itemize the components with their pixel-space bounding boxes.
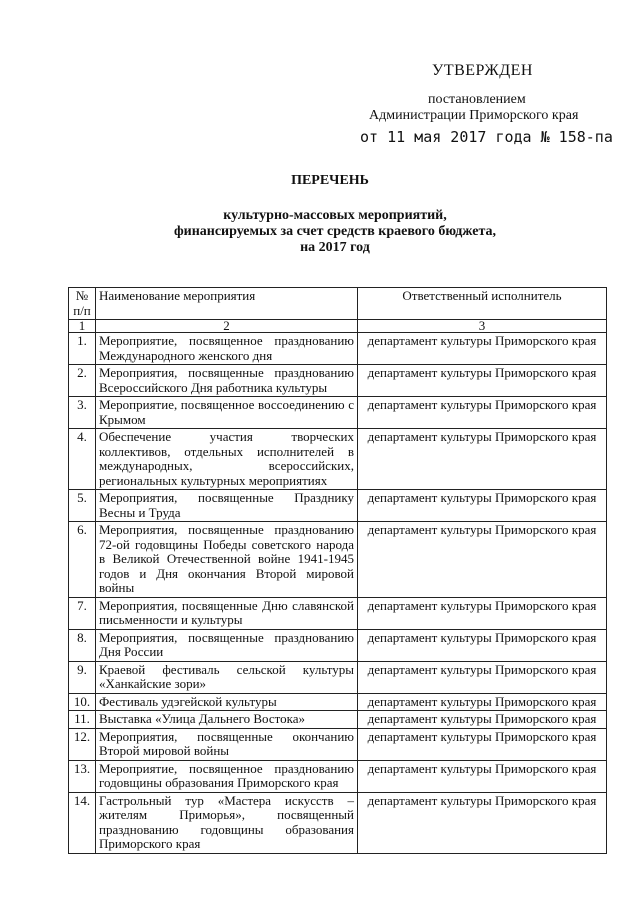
table-index-row bbox=[69, 320, 607, 333]
document-heading bbox=[0, 172, 640, 256]
cell-num: 9. bbox=[69, 661, 96, 693]
cell-name: Мероприятия, посвященные Дню славянской письменности и культуры bbox=[96, 597, 358, 629]
approval-line-administration: Администрации Приморского края bbox=[369, 108, 579, 123]
approval-line-resolution: постановлением bbox=[428, 92, 526, 107]
index-exec: 3 bbox=[358, 320, 607, 333]
cell-num: 1. bbox=[69, 333, 96, 365]
cell-exec: департамент культуры Приморского края bbox=[358, 522, 607, 598]
table-row bbox=[69, 333, 607, 365]
cell-name: Гастрольный тур «Мастера искусств – жителям Приморья», посвященный празднованию годовщины образования Приморского края bbox=[96, 792, 358, 853]
cell-name: Мероприятия, посвященные Празднику Весны и Труда bbox=[96, 490, 358, 522]
table-row bbox=[69, 597, 607, 629]
approval-title: УТВЕРЖДЕН bbox=[432, 62, 533, 79]
table-row bbox=[69, 792, 607, 853]
cell-name: Мероприятия, посвященные празднованию Дня России bbox=[96, 629, 358, 661]
cell-exec: департамент культуры Приморского края bbox=[358, 597, 607, 629]
cell-name: Мероприятия, посвященные празднованию Всероссийского Дня работника культуры bbox=[96, 365, 358, 397]
cell-num: 7. bbox=[69, 597, 96, 629]
table-row bbox=[69, 397, 607, 429]
cell-exec: департамент культуры Приморского края bbox=[358, 429, 607, 490]
table-row bbox=[69, 711, 607, 729]
cell-name: Выставка «Улица Дальнего Востока» bbox=[96, 711, 358, 729]
table-row bbox=[69, 760, 607, 792]
cell-num: 11. bbox=[69, 711, 96, 729]
cell-num: 10. bbox=[69, 693, 96, 711]
table-row bbox=[69, 490, 607, 522]
cell-exec: департамент культуры Приморского края bbox=[358, 792, 607, 853]
cell-name: Обеспечение участия творческих коллективов, отдельных исполнителей в международных, всероссийских, региональных культурных мероприятиях bbox=[96, 429, 358, 490]
document-title: ПЕРЕЧЕНЬ bbox=[291, 173, 369, 188]
cell-exec: департамент культуры Приморского края bbox=[358, 728, 607, 760]
events-table bbox=[68, 287, 607, 854]
cell-name: Мероприятия, посвященные празднованию 72-ой годовщины Победы советского народа в Великой Отечественной войне 1941-1945 годов и Дня окончания Второй мировой войны bbox=[96, 522, 358, 598]
cell-exec: департамент культуры Приморского края bbox=[358, 365, 607, 397]
cell-num: 2. bbox=[69, 365, 96, 397]
cell-num: 6. bbox=[69, 522, 96, 598]
cell-exec: департамент культуры Приморского края bbox=[358, 661, 607, 693]
cell-exec: департамент культуры Приморского края bbox=[358, 333, 607, 365]
cell-num: 12. bbox=[69, 728, 96, 760]
document-subtitle-1: культурно-массовых мероприятий, bbox=[223, 208, 447, 223]
index-num: 1 bbox=[69, 320, 96, 333]
document-subtitle-3: на 2017 год bbox=[300, 240, 370, 255]
table-row bbox=[69, 365, 607, 397]
table-row bbox=[69, 661, 607, 693]
table-row bbox=[69, 693, 607, 711]
cell-num: 4. bbox=[69, 429, 96, 490]
header-exec: Ответственный исполнитель bbox=[358, 288, 607, 320]
table-row bbox=[69, 728, 607, 760]
cell-name: Мероприятия, посвященные окончанию Второй мировой войны bbox=[96, 728, 358, 760]
cell-num: 3. bbox=[69, 397, 96, 429]
cell-exec: департамент культуры Приморского края bbox=[358, 760, 607, 792]
table-row bbox=[69, 429, 607, 490]
table-row bbox=[69, 629, 607, 661]
cell-exec: департамент культуры Приморского края bbox=[358, 711, 607, 729]
index-name: 2 bbox=[96, 320, 358, 333]
cell-num: 14. bbox=[69, 792, 96, 853]
cell-name: Мероприятие, посвященное празднованию Международного женского дня bbox=[96, 333, 358, 365]
cell-num: 5. bbox=[69, 490, 96, 522]
cell-name: Фестиваль удэгейской культуры bbox=[96, 693, 358, 711]
table-header-row bbox=[69, 288, 607, 320]
document-subtitle-2: финансируемых за счет средств краевого бюджета, bbox=[173, 224, 497, 239]
cell-name: Краевой фестиваль сельской культуры «Ханкайские зори» bbox=[96, 661, 358, 693]
header-num: № п/п bbox=[69, 288, 96, 320]
cell-num: 8. bbox=[69, 629, 96, 661]
cell-exec: департамент культуры Приморского края bbox=[358, 693, 607, 711]
cell-num: 13. bbox=[69, 760, 96, 792]
cell-exec: департамент культуры Приморского края bbox=[358, 629, 607, 661]
header-name: Наименование мероприятия bbox=[96, 288, 358, 320]
table-row bbox=[69, 522, 607, 598]
cell-name: Мероприятие, посвященное воссоединению с Крымом bbox=[96, 397, 358, 429]
approval-line-date-number: от 11 мая 2017 года № 158-па bbox=[360, 128, 613, 146]
cell-exec: департамент культуры Приморского края bbox=[358, 490, 607, 522]
cell-exec: департамент культуры Приморского края bbox=[358, 397, 607, 429]
cell-name: Мероприятие, посвященное празднованию годовщины образования Приморского края bbox=[96, 760, 358, 792]
